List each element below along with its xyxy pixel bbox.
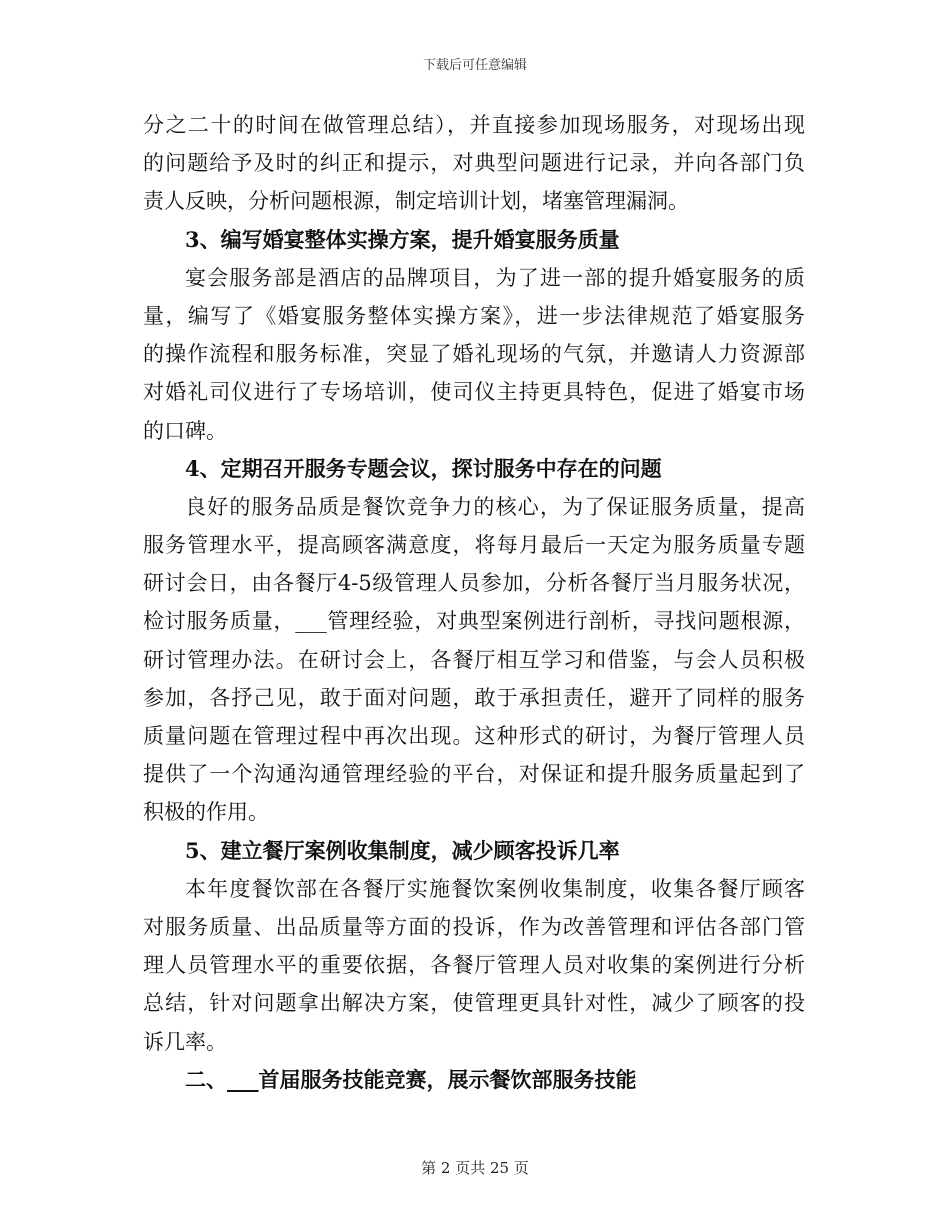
paragraph-line: 参加，各抒己见，敢于面对问题，敢于承担责任，避开了同样的服务 <box>143 685 805 710</box>
paragraph-line: 本年度餐饮部在各餐厅实施餐饮案例收集制度，收集各餐厅顾客 <box>185 876 805 901</box>
section-heading: 5、建立餐厅案例收集制度，减少顾客投诉几率 <box>185 837 620 863</box>
paragraph-line: 诉几率。 <box>143 1029 227 1054</box>
paragraph-line: 理人员管理水平的重要依据，各餐厅管理人员对收集的案例进行分析 <box>143 953 805 978</box>
paragraph-line: 的问题给予及时的纠正和提示，对典型问题进行记录，并向各部门负 <box>143 151 805 176</box>
paragraph-line: 积极的作用。 <box>143 800 269 825</box>
paragraph-line: 分之二十的时间在做管理总结），并直接参加现场服务，对现场出现 <box>143 113 805 137</box>
page-header: 下载后可任意编辑 <box>422 58 527 73</box>
paragraph-line: 量，编写了《婚宴服务整体实操方案》，进一步法律规范了婚宴服务 <box>143 303 805 328</box>
paragraph-line: 的口碑。 <box>143 418 227 443</box>
section-heading: 二、___首届服务技能竞赛，展示餐饮部服务技能 <box>185 1066 637 1092</box>
paragraph-line: 服务管理水平，提高顾客满意度，将每月最后一天定为服务质量专题 <box>143 533 805 558</box>
paragraph-line: 研讨会日，由各餐厅4-5级管理人员参加，分析各餐厅当月服务状况， <box>143 571 805 596</box>
paragraph-line: 的操作流程和服务标准，突显了婚礼现场的气氛，并邀请人力资源部 <box>143 342 805 367</box>
paragraph-line: 总结，针对问题拿出解决方案，使管理更具针对性，减少了顾客的投 <box>143 991 805 1016</box>
page-footer: 第 2 页共 25 页 <box>421 1159 529 1177</box>
paragraph-line: 检讨服务质量，___管理经验，对典型案例进行剖析，寻找问题根源， <box>143 609 805 634</box>
section-heading: 4、定期召开服务专题会议，探讨服务中存在的问题 <box>185 455 662 481</box>
paragraph-line: 质量问题在管理过程中再次出现。这种形式的研讨，为餐厅管理人员 <box>143 724 805 748</box>
document-body <box>143 106 805 1099</box>
paragraph-line: 宴会服务部是酒店的品牌项目，为了进一部的提升婚宴服务的质 <box>185 265 805 290</box>
paragraph-line: 提供了一个沟通沟通管理经验的平台，对保证和提升服务质量起到了 <box>143 762 805 787</box>
section-heading: 3、编写婚宴整体实操方案，提升婚宴服务质量 <box>185 226 620 252</box>
paragraph-line: 良好的服务品质是餐饮竞争力的核心，为了保证服务质量，提高 <box>185 494 805 519</box>
paragraph-line: 对婚礼司仪进行了专场培训，使司仪主持更具特色，促进了婚宴市场 <box>143 380 805 405</box>
paragraph-line: 对服务质量、出品质量等方面的投诉，作为改善管理和评估各部门管 <box>143 914 805 939</box>
paragraph-line: 研讨管理办法。在研讨会上，各餐厅相互学习和借鉴，与会人员积极 <box>143 647 805 672</box>
paragraph-line: 责人反映，分析问题根源，制定培训计划，堵塞管理漏洞。 <box>143 189 689 214</box>
